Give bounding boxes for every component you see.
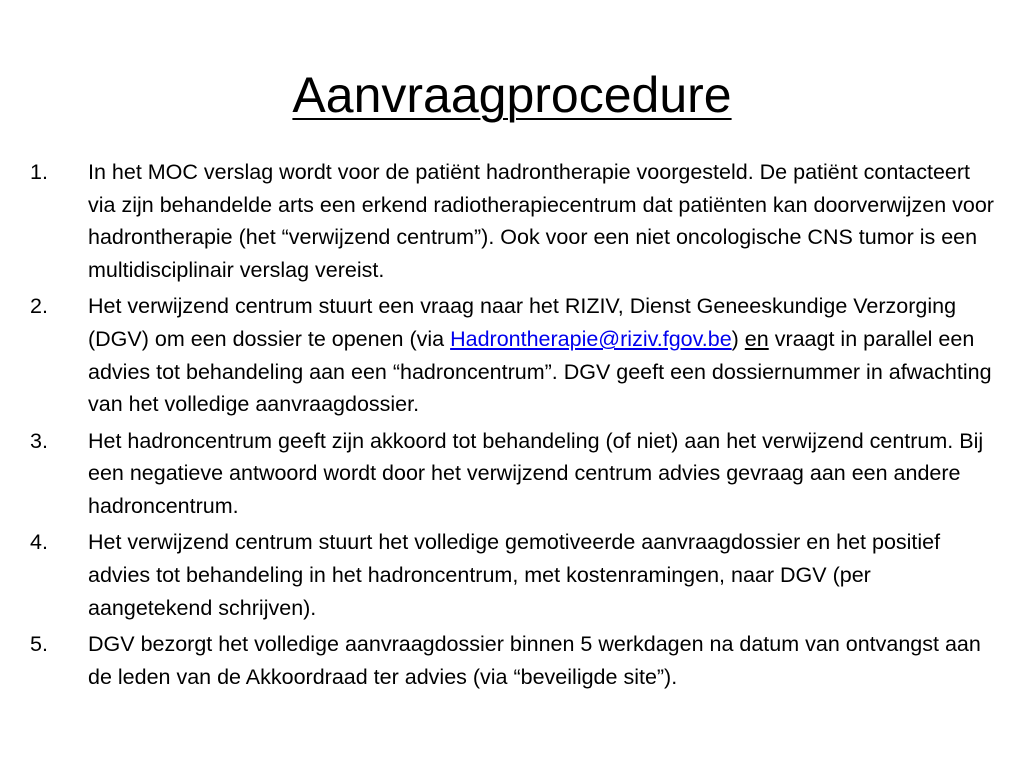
list-item-text: Het hadroncentrum geeft zijn akkoord tot behandeling (of niet) aan het verwijzend centrum. Bij een negatieve antwoord wordt door het verwijzend centrum advies gevraag aan een andere hadroncentrum. <box>88 428 984 519</box>
list-item <box>30 425 1000 523</box>
list-item-number: 1. <box>30 160 48 184</box>
list-item-text-after: vraagt in parallel een advies tot behandeling aan een “hadroncentrum”. DGV geeft een dossiernummer in afwachting van het volledige aanvraagdossier. <box>88 327 992 417</box>
list-item-text-before-link: Het verwijzend centrum stuurt een vraag naar het RIZIV, Dienst Geneeskundige Verzorging (DGV) om een dossier te openen (via <box>88 294 957 352</box>
list-item <box>30 526 1000 624</box>
email-link[interactable]: Hadrontherapie@riziv.fgov.be <box>450 327 732 352</box>
list-item-number: 5. <box>30 631 48 656</box>
underlined-word: en <box>744 327 769 352</box>
list-item <box>30 628 1000 693</box>
slide-title: Aanvraagprocedure <box>292 67 732 123</box>
list-item-number: 4. <box>30 530 48 555</box>
list-item-text <box>88 290 1000 421</box>
list-item-text: Het verwijzend centrum stuurt het volledige gemotiveerde aanvraagdossier en het positief advies tot behandeling in het hadroncentrum, met kostenramingen, naar DGV (per aangetekend schrijven). <box>88 530 941 620</box>
list-item-text: DGV bezorgt het volledige aanvraagdossier binnen 5 werkdagen na datum van ontvangst aan de leden van de Akkoordraad ter advies (via “beveiligde site”). <box>88 631 981 689</box>
list-item-text-middle: ) <box>731 327 745 352</box>
list-item <box>30 156 1000 287</box>
procedure-list <box>30 156 1000 697</box>
list-item-number: 2. <box>30 294 48 319</box>
list-item <box>30 290 1000 421</box>
list-item-number: 3. <box>30 428 48 453</box>
list-item-text: In het MOC verslag wordt voor de patiënt hadrontherapie voorgesteld. De patiënt contacteert via zijn behandelde arts een erkend radiotherapiecentrum dat patiënten kan doorverwijzen voor hadrontherapie (het “verwijzend centrum”). Ook voor een niet oncologische CNS tumor is een multidisciplinair verslag vereist. <box>88 160 994 283</box>
